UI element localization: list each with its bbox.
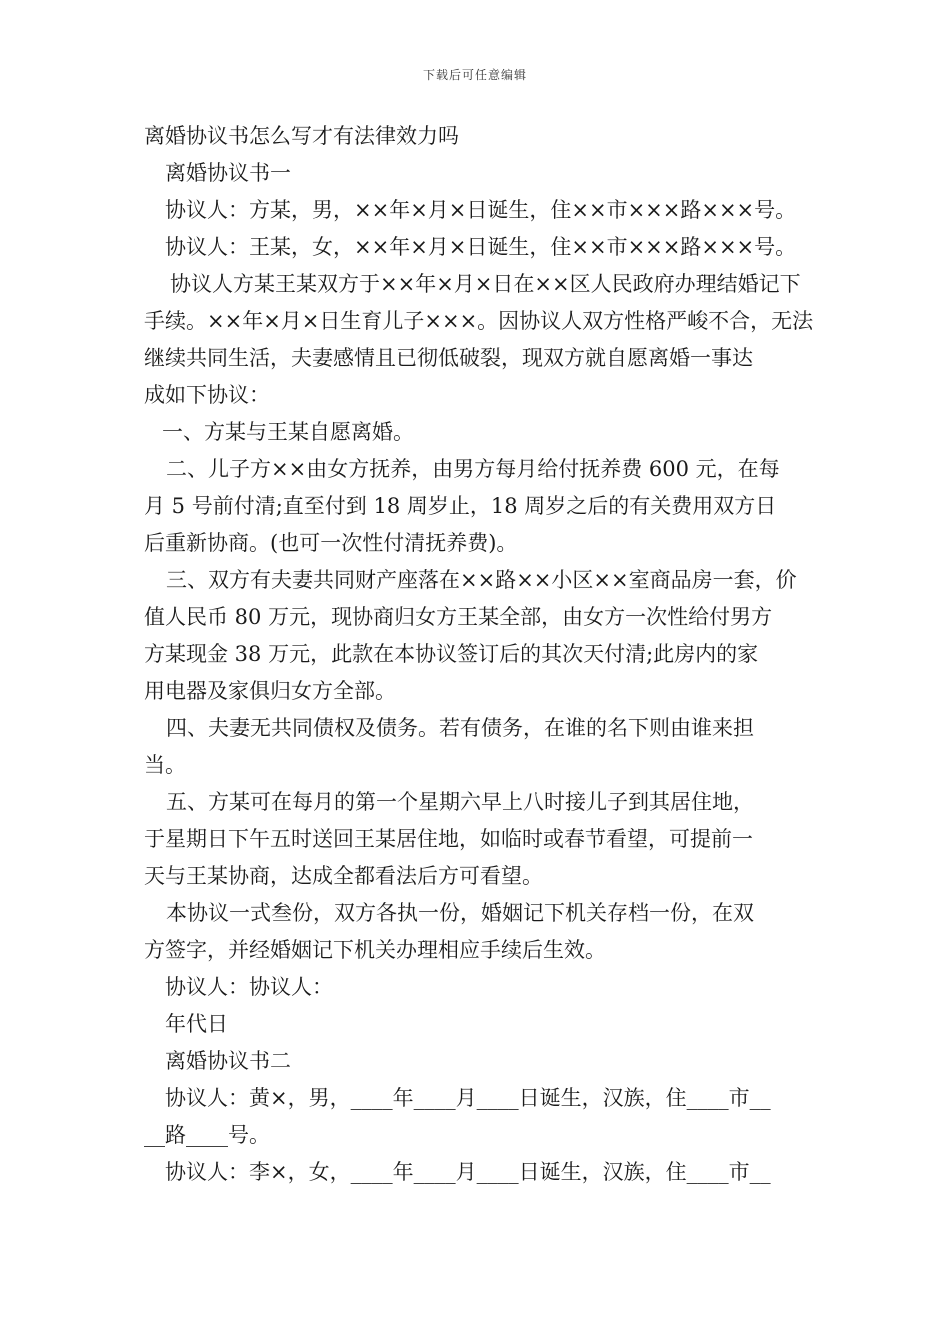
paragraph-line: 于星期日下午五时送回王某居住地，如临时或春节看望，可提前一 xyxy=(144,827,753,851)
paragraph-line: 月 5 号前付清;直至付到 18 周岁止，18 周岁之后的有关费用双方日 xyxy=(144,494,777,518)
paragraph-line: 继续共同生活，夫妻感情且已彻低破裂，现双方就自愿离婚一事达 xyxy=(144,346,753,370)
paragraph-line: 成如下协议： xyxy=(144,383,270,407)
paragraph-line: 本协议一式叁份，双方各执一份，婚姻记下机关存档一份，在双 xyxy=(166,901,754,925)
party-line: 协议人：方某，男，××年×月×日诞生，住××市×××路×××号。 xyxy=(165,198,797,222)
paragraph-line: 协议人方某王某双方于××年×月×日在××区人民政府办理结婚记下 xyxy=(170,272,801,296)
section-heading-agreement-two: 离婚协议书二 xyxy=(165,1049,291,1073)
party-line: 协议人：王某，女，××年×月×日诞生，住××市×××路×××号。 xyxy=(165,235,797,259)
document-title: 离婚协议书怎么写才有法律效力吗 xyxy=(144,124,459,148)
party-line: 协议人：黄×，男，____年____月____日诞生，汉族，住____市__ xyxy=(165,1086,771,1110)
clause-line: 四、夫妻无共同债权及债务。若有债务，在谁的名下则由谁来担 xyxy=(166,716,754,740)
signature-line: 协议人：协议人： xyxy=(165,975,333,999)
party-line: 协议人：李×，女，____年____月____日诞生，汉族，住____市__ xyxy=(165,1160,771,1184)
clause-line: 二、儿子方××由女方抚养，由男方每月给付抚养费 600 元，在每 xyxy=(166,457,780,481)
paragraph-line: 值人民币 80 万元，现协商归女方王某全部，由女方一次性给付男方 xyxy=(144,605,773,629)
paragraph-line: 方某现金 38 万元，此款在本协议签订后的其次天付清;此房内的家 xyxy=(144,642,759,666)
section-heading-agreement-one: 离婚协议书一 xyxy=(165,161,291,185)
paragraph-line: __路____号。 xyxy=(144,1123,270,1147)
document-body xyxy=(144,118,814,1191)
paragraph-line: 手续。××年×月×日生育儿子×××。因协议人双方性格严峻不合，无法 xyxy=(144,309,814,333)
paragraph-line: 当。 xyxy=(144,753,186,777)
clause-line: 三、双方有夫妻共同财产座落在××路××小区××室商品房一套，价 xyxy=(166,568,797,592)
paragraph-line: 后重新协商。(也可一次性付清抚养费)。 xyxy=(144,531,518,555)
clause-line: 一、方某与王某自愿离婚。 xyxy=(162,420,414,444)
page-header: 下载后可任意编辑 xyxy=(422,68,527,82)
paragraph-line: 方签字，并经婚姻记下机关办理相应手续后生效。 xyxy=(144,938,606,962)
date-line: 年代日 xyxy=(165,1012,228,1036)
paragraph-line: 天与王某协商，达成全都看法后方可看望。 xyxy=(144,864,543,888)
clause-line: 五、方某可在每月的第一个星期六早上八时接儿子到其居住地， xyxy=(166,790,754,814)
paragraph-line: 用电器及家俱归女方全部。 xyxy=(144,679,396,703)
